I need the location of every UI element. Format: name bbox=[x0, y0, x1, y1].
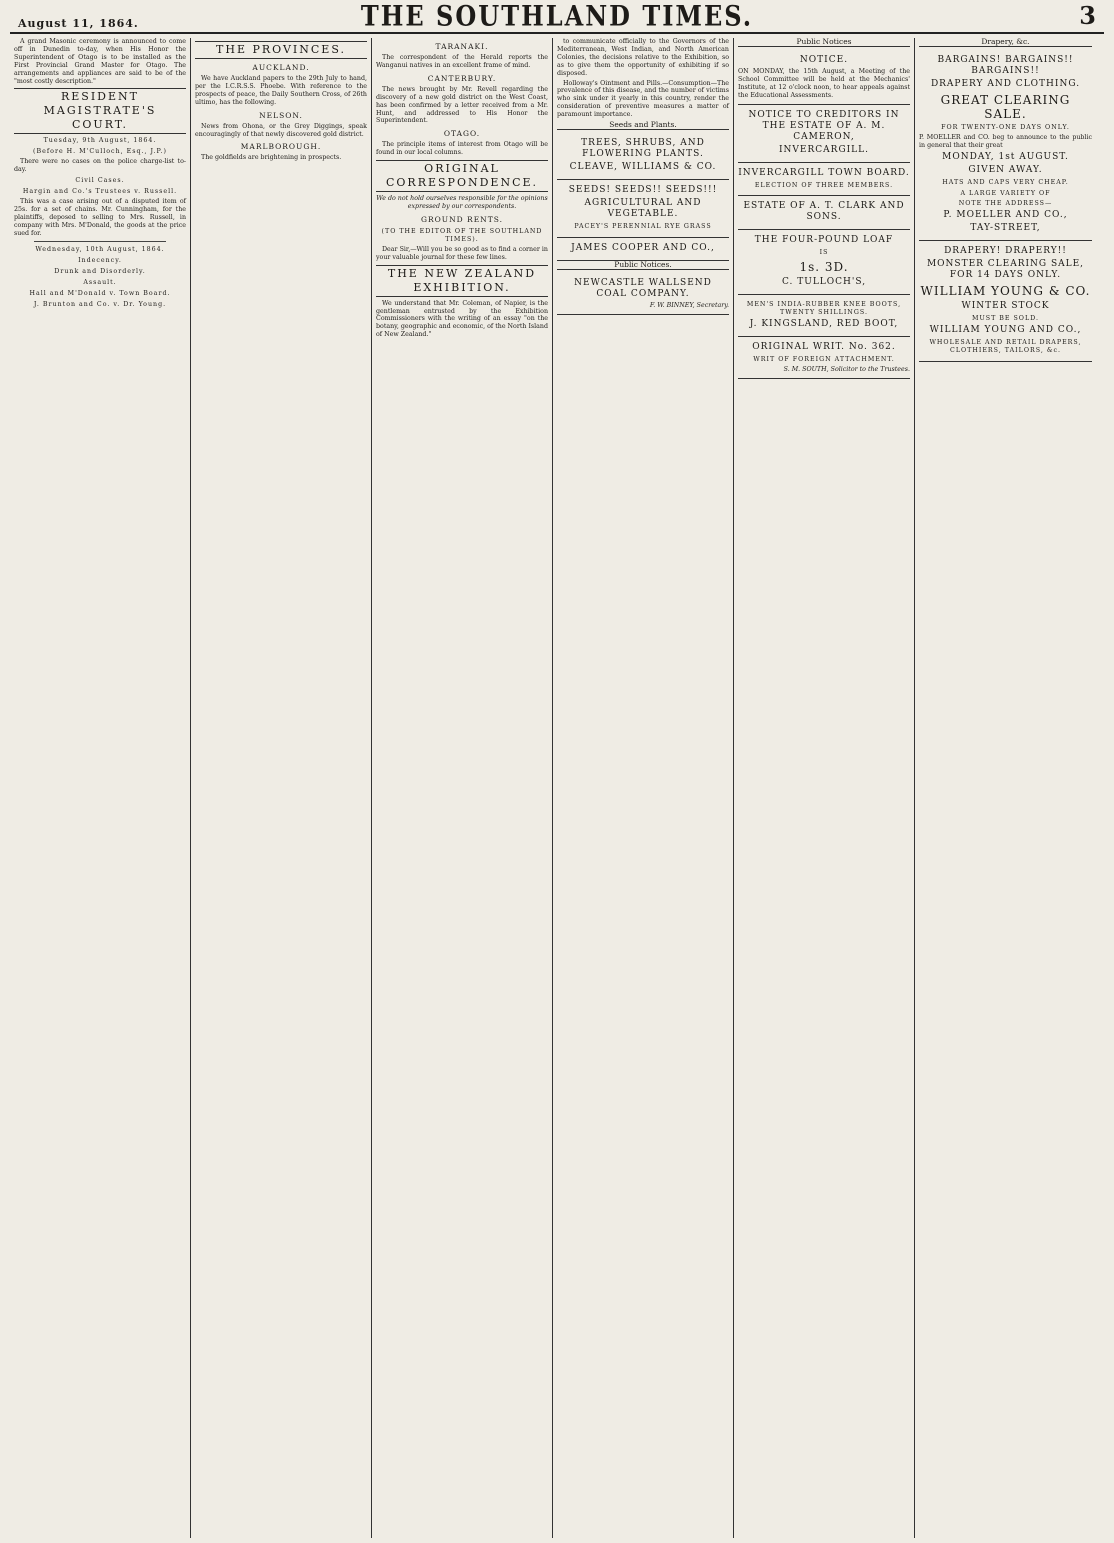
cooper-firm: JAMES COOPER AND CO., bbox=[571, 242, 715, 253]
loaf-is: IS bbox=[819, 249, 829, 257]
court-date-2: Wednesday, 10th August, 1864. bbox=[35, 246, 165, 254]
public-notices-heading: Public Notices. bbox=[557, 261, 729, 270]
court-before: (Before H. M'Culloch, Esq., J.P.) bbox=[33, 148, 167, 156]
notice-title: NOTICE. bbox=[799, 54, 849, 65]
auckland-heading: AUCKLAND. bbox=[252, 63, 310, 72]
moeller-ad bbox=[919, 50, 1092, 241]
taranaki-heading: TARANAKI. bbox=[435, 42, 489, 51]
exhibition-heading: THE NEW ZEALAND EXHIBITION. bbox=[376, 265, 548, 297]
court-date: Tuesday, 9th August, 1864. bbox=[43, 137, 157, 145]
boots-title: MEN'S INDIA-RUBBER KNEE BOOTS, TWENTY SHILLINGS. bbox=[746, 301, 902, 317]
seeds-title: SEEDS! SEEDS!! SEEDS!!! bbox=[568, 184, 718, 195]
given-away-title: GIVEN AWAY. bbox=[968, 164, 1043, 175]
rye-grass: PACEY'S PERENNIAL RYE GRASS bbox=[574, 222, 712, 230]
newcastle-signature: F. W. BINNEY, Secretary. bbox=[649, 301, 729, 309]
young-title: WILLIAM YOUNG & CO. bbox=[920, 284, 1091, 299]
writ-subtitle: WRIT OF FOREIGN ATTACHMENT. bbox=[753, 356, 895, 364]
hats-title: HATS AND CAPS VERY CHEAP. bbox=[942, 178, 1069, 186]
masonic-paragraph: A grand Masonic ceremony is announced to come off in Dunedin to-day, when His Honor the Superintendent of Otago is to be installed as the First Provincial Grand Master for Otago. The arrangements and appliances are said to be of the "most costly description." bbox=[14, 38, 186, 85]
days-title: FOR TWENTY-ONE DAYS ONLY. bbox=[941, 123, 1070, 131]
nelson-heading: NELSON. bbox=[259, 110, 303, 120]
drapery-title: DRAPERY! DRAPERY!! bbox=[944, 246, 1067, 257]
case-title: Hargin and Co.'s Trustees v. Russell. bbox=[22, 187, 178, 195]
writ-signature: S. M. SOUTH, Solicitor to the Trustees. bbox=[783, 366, 910, 374]
sale-title: GREAT CLEARING SALE. bbox=[940, 92, 1071, 121]
moeller-text: P. MOELLER and CO. beg to announce to the public in general that their great bbox=[919, 133, 1092, 149]
school-notice bbox=[738, 50, 910, 105]
loaf-title: THE FOUR-POUND LOAF bbox=[754, 235, 894, 246]
exhibition-text: We understand that Mr. Coleman, of Napier, is the gentleman entrusted by the Exhibition Commissioners with the writing of an essay "on the botany, geographic and economic, of the North Island of New Zealand." bbox=[376, 299, 549, 339]
column-1 bbox=[10, 38, 191, 1538]
page-number: 3 bbox=[1079, 1, 1096, 30]
address-title: NOTE THE ADDRESS— bbox=[958, 200, 1053, 208]
correspondence-note: We do not hold ourselves responsible for the opinions expressed by our correspondents. bbox=[376, 195, 548, 211]
column-6 bbox=[915, 38, 1096, 1538]
writ-title: ORIGINAL WRIT. No. 362. bbox=[752, 342, 896, 353]
boots-ad bbox=[738, 295, 910, 337]
court-heading: RESIDENT MAGISTRATE'S COURT. bbox=[14, 88, 186, 134]
canterbury-text: The news brought by Mr. Revell regarding the discovery of a new gold district on the West Coast, has been confirmed by a letter received from a Mr. Hunt, and addressed to His Honor the Superintendent. bbox=[376, 85, 548, 125]
column-2 bbox=[191, 38, 372, 1538]
taranaki-text: The correspondent of the Herald reports the Wanganui natives in an excellent frame of mind. bbox=[376, 54, 548, 69]
young-firm: WILLIAM YOUNG AND CO., bbox=[929, 325, 1082, 336]
trees-title: TREES, SHRUBS, AND FLOWERING PLANTS. bbox=[581, 137, 705, 159]
tulloch-name: C. TULLOCH'S, bbox=[781, 277, 867, 288]
newspaper-title: THE SOUTHLAND TIMES. bbox=[360, 0, 754, 33]
provinces-heading: THE PROVINCES. bbox=[195, 41, 367, 59]
public-notices-heading-2: Public Notices bbox=[738, 38, 910, 47]
must-be-sold: MUST BE SOLD. bbox=[972, 315, 1039, 323]
creditors-notice bbox=[738, 105, 910, 163]
newcastle-title: NEWCASTLE WALLSEND COAL COMPANY. bbox=[574, 277, 712, 299]
marlborough-text: The goldfields are brightening in prospects. bbox=[201, 154, 342, 162]
holloway-ad: Holloway's Ointment and Pills.—Consumption—The prevalence of this disease, and the number of victims who sink under it yearly in this country, render the consideration of preventive measures a matter of paramount importance. bbox=[557, 79, 729, 119]
bargains-title: BARGAINS! BARGAINS!! BARGAINS!! bbox=[937, 54, 1074, 76]
tay-street: TAY-STREET, bbox=[970, 223, 1041, 234]
monster-title: MONSTER CLEARING SALE, FOR 14 DAYS ONLY. bbox=[926, 259, 1085, 281]
loaf-ad bbox=[738, 230, 910, 295]
masthead bbox=[10, 0, 1104, 34]
kingsland-name: J. KINGSLAND, RED BOOT, bbox=[749, 319, 899, 330]
indecency-heading: Indecency. bbox=[78, 257, 122, 265]
writ-notice bbox=[738, 337, 910, 379]
town-board-notice bbox=[738, 163, 910, 197]
election-title: ELECTION OF THREE MEMBERS. bbox=[754, 181, 894, 189]
column-3 bbox=[372, 38, 553, 1538]
cooper-ad bbox=[557, 238, 729, 261]
issue-date: August 11, 1864. bbox=[18, 17, 139, 30]
column-5 bbox=[734, 38, 915, 1538]
divider bbox=[34, 241, 166, 242]
clothing-title: DRAPERY AND CLOTHING. bbox=[930, 78, 1081, 89]
seeds-ad bbox=[557, 180, 729, 238]
case-title-3: J. Brunton and Co. v. Dr. Young. bbox=[33, 300, 167, 308]
seeds-section-heading: Seeds and Plants. bbox=[557, 121, 729, 130]
moeller-firm: P. MOELLER AND CO., bbox=[943, 210, 1068, 221]
exhibition-continued: to communicate officially to the Governors of the Mediterranean, West Indian, and North American Colonies, the decisions relative to the Exhibition, so as to give them the opportunity of exhibiting if so disposed. bbox=[557, 38, 729, 77]
town-board-title: INVERCARGILL TOWN BOARD. bbox=[738, 167, 910, 178]
variety-title: A LARGE VARIETY OF bbox=[960, 189, 1051, 197]
clark-notice bbox=[738, 196, 910, 230]
otago-heading: OTAGO. bbox=[443, 129, 481, 139]
notice-text: ON MONDAY, the 15th August, a Meeting of the School Committee will be held at the Mechanics' Institute, at 12 o'clock noon, to hear appeals against the Educational Assessments. bbox=[738, 67, 910, 99]
drapery-heading: Drapery, &c. bbox=[919, 38, 1092, 47]
clark-title: ESTATE OF A. T. CLARK AND SONS. bbox=[743, 201, 905, 223]
court-paragraph: There were no cases on the police charge-list to-day. bbox=[14, 158, 186, 174]
young-trade: WHOLESALE AND RETAIL DRAPERS, CLOTHIERS, TAILORS, &c. bbox=[929, 339, 1082, 355]
invercargill-title: INVERCARGILL. bbox=[779, 144, 869, 155]
case-text: This was a case arising out of a disputed item of 25s. for a set of chains. Mr. Cunningham, for the plaintiffs, deposed to selling to Mrs. Russell, in company with Mrs. M'Donald, the goods at the price sued for. bbox=[14, 197, 186, 237]
ground-rents-to: (TO THE EDITOR OF THE SOUTHLAND TIMES). bbox=[381, 227, 543, 243]
ground-rents-heading: GROUND RENTS. bbox=[420, 214, 503, 224]
auckland-text: We have Auckland papers to the 29th July to hand, per the I.C.R.S.S. Phoebe. With reference to the prospects of peace, the Daily Southern Cross, of 26th ultimo, has the following. bbox=[195, 75, 367, 106]
trees-ad bbox=[557, 133, 729, 180]
marlborough-heading: MARLBOROUGH. bbox=[240, 142, 322, 152]
drunk-heading: Drunk and Disorderly. bbox=[54, 268, 146, 276]
case-title-2: Hall and M'Donald v. Town Board. bbox=[29, 290, 171, 298]
agricultural-title: AGRICULTURAL AND VEGETABLE. bbox=[584, 197, 702, 219]
creditors-title: NOTICE TO CREDITORS IN THE ESTATE OF A. M. CAMERON, bbox=[748, 109, 900, 142]
column-4 bbox=[553, 38, 734, 1538]
nelson-text: News from Ohona, or the Grey Diggings, speak encouragingly of that newly discovered gold district. bbox=[195, 122, 367, 138]
ground-rents-text: Dear Sir,—Will you be so good as to find a corner in your valuable journal for these few lines. bbox=[376, 245, 548, 261]
newcastle-ad bbox=[557, 273, 729, 315]
young-ad bbox=[919, 241, 1092, 362]
winter-stock-title: WINTER STOCK bbox=[961, 301, 1050, 312]
cleave-firm: CLEAVE, WILLIAMS & CO. bbox=[569, 161, 717, 172]
loaf-price: 1s. 3D. bbox=[799, 260, 849, 275]
otago-text: The principle items of interest from Otago will be found in our local columns. bbox=[376, 141, 548, 157]
correspondence-heading: ORIGINAL CORRESPONDENCE. bbox=[376, 160, 548, 192]
canterbury-heading: CANTERBURY. bbox=[427, 73, 497, 83]
columns bbox=[10, 38, 1104, 1538]
assault-heading: Assault. bbox=[83, 279, 117, 287]
civil-cases-heading: Civil Cases. bbox=[75, 177, 125, 185]
monday-title: MONDAY, 1st AUGUST. bbox=[942, 151, 1069, 162]
